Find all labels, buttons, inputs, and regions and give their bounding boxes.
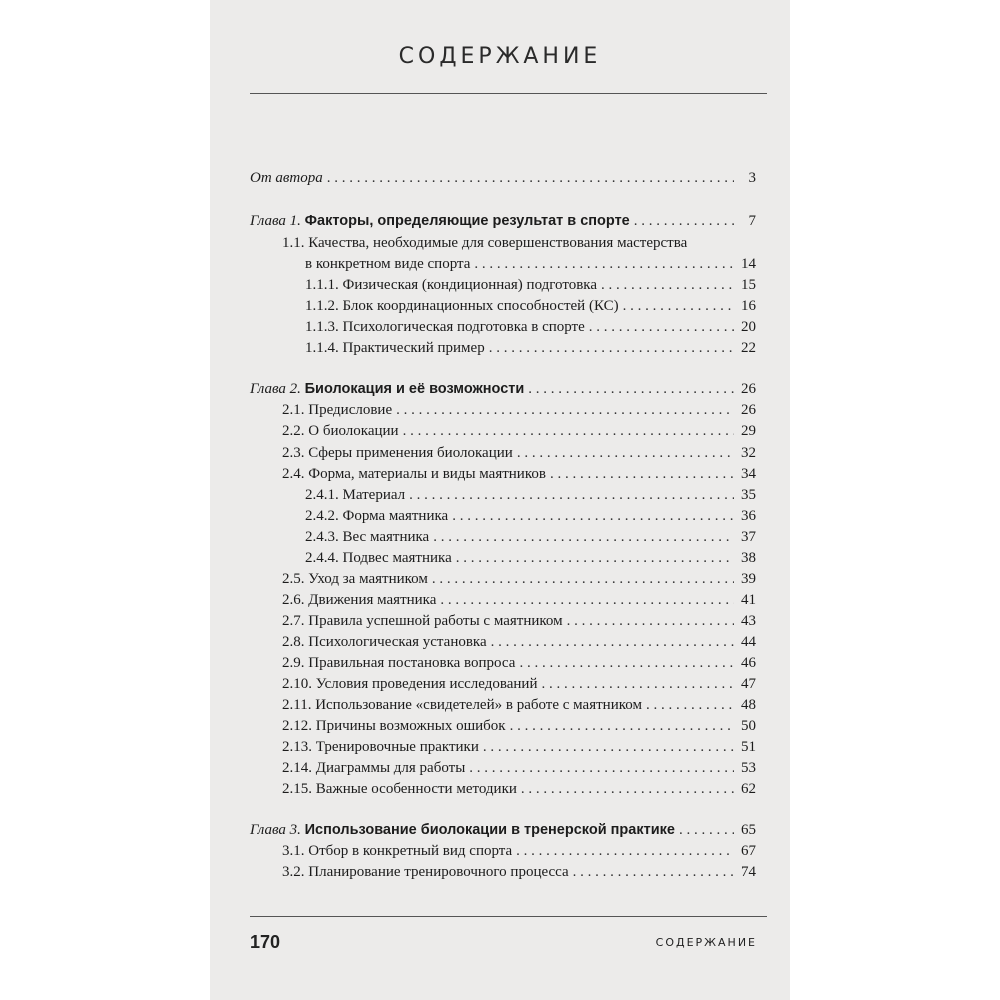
toc-entry-2-6[interactable] bbox=[282, 589, 756, 611]
dot-leader bbox=[528, 378, 734, 400]
toc-entry-2-10[interactable] bbox=[282, 673, 756, 695]
toc-page-number: 53 bbox=[741, 760, 756, 776]
toc-entry-title: 2.12. Причины возможных ошибок bbox=[282, 718, 506, 734]
toc-page-number: 14 bbox=[741, 256, 756, 272]
dot-leader bbox=[542, 673, 735, 695]
toc-entry-title bbox=[250, 819, 675, 841]
toc-page-number: 41 bbox=[741, 592, 756, 608]
toc-entry-title: 2.4. Форма, материалы и виды маятников bbox=[282, 466, 546, 482]
dot-leader bbox=[550, 463, 734, 485]
toc-entry-2-4-4[interactable] bbox=[305, 547, 756, 569]
toc-entry-1-1-2[interactable] bbox=[305, 295, 756, 317]
toc-entry-title: 2.5. Уход за маятником bbox=[282, 571, 428, 587]
toc-entry-1-1-1[interactable] bbox=[305, 274, 756, 296]
toc-page-number: 15 bbox=[741, 277, 756, 293]
dot-leader bbox=[409, 484, 734, 506]
toc-page-number: 46 bbox=[741, 655, 756, 671]
toc-entry-2-5[interactable] bbox=[282, 568, 756, 590]
toc-page-number: 43 bbox=[741, 613, 756, 629]
dot-leader bbox=[567, 610, 734, 632]
running-head: СОДЕРЖАНИЕ bbox=[655, 936, 757, 949]
toc-page-number: 48 bbox=[741, 697, 756, 713]
toc-page-number: 36 bbox=[741, 508, 756, 524]
toc-entry-title: в конкретном виде спорта bbox=[305, 256, 471, 272]
dot-leader bbox=[510, 715, 734, 737]
dot-leader bbox=[452, 505, 734, 527]
toc-page-number: 65 bbox=[741, 822, 756, 838]
toc-chapter-2[interactable] bbox=[250, 378, 756, 400]
chapter-label: Глава 3. bbox=[250, 822, 301, 838]
dot-leader bbox=[521, 778, 734, 800]
toc-entry-1-1[interactable] bbox=[282, 232, 756, 254]
toc-page-number: 20 bbox=[741, 319, 756, 335]
dot-leader bbox=[516, 840, 734, 862]
dot-leader bbox=[517, 442, 734, 464]
toc-entry-2-2[interactable] bbox=[282, 420, 756, 442]
toc-entry-title: 2.4.3. Вес маятника bbox=[305, 529, 430, 545]
dot-leader bbox=[646, 694, 734, 716]
toc-entry-title: 2.14. Диаграммы для работы bbox=[282, 760, 466, 776]
toc-entry-title: 1.1.4. Практический пример bbox=[305, 340, 485, 356]
toc-entry-2-9[interactable] bbox=[282, 652, 756, 674]
dot-leader bbox=[456, 547, 734, 569]
chapter-label: Глава 1. bbox=[250, 213, 301, 229]
book-page bbox=[210, 0, 790, 1000]
toc-entry-author[interactable] bbox=[250, 167, 756, 189]
toc-page-number: 35 bbox=[741, 487, 756, 503]
toc-entry-title: 2.4.2. Форма маятника bbox=[305, 508, 449, 524]
toc-entry-2-7[interactable] bbox=[282, 610, 756, 632]
toc-entry-2-1[interactable] bbox=[282, 399, 756, 421]
toc-entry-2-14[interactable] bbox=[282, 757, 756, 779]
page-title: СОДЕРЖАНИЕ bbox=[398, 44, 602, 69]
toc-page-number: 7 bbox=[748, 213, 756, 229]
dot-leader bbox=[634, 210, 734, 232]
toc-entry-2-8[interactable] bbox=[282, 631, 756, 653]
toc-entry-2-15[interactable] bbox=[282, 778, 756, 800]
toc-entry-3-1[interactable] bbox=[282, 840, 756, 862]
dot-leader bbox=[469, 757, 734, 779]
toc-entry-title: 1.1.3. Психологическая подготовка в спорте bbox=[305, 319, 585, 335]
toc-entry-1-1-4[interactable] bbox=[305, 337, 756, 359]
toc-entry-title: 2.11. Использование «свидетелей» в работе с маятником bbox=[282, 697, 642, 713]
toc-entry-2-12[interactable] bbox=[282, 715, 756, 737]
dot-leader bbox=[491, 631, 734, 653]
toc-page-number: 67 bbox=[741, 843, 756, 859]
toc-entry-2-4-3[interactable] bbox=[305, 526, 756, 548]
dot-leader bbox=[327, 167, 734, 189]
toc-entry-2-4[interactable] bbox=[282, 463, 756, 485]
chapter-label: Глава 2. bbox=[250, 381, 301, 397]
toc-page-number: 39 bbox=[741, 571, 756, 587]
toc-page-number: 3 bbox=[748, 170, 756, 186]
toc-page-number: 51 bbox=[741, 739, 756, 755]
toc-entry-title: 2.4.1. Материал bbox=[305, 487, 406, 503]
dot-leader bbox=[589, 316, 734, 338]
toc-entry-title bbox=[250, 378, 524, 400]
toc-page-number: 22 bbox=[741, 340, 756, 356]
toc-entry-title: 2.3. Сферы применения биолокации bbox=[282, 445, 513, 461]
toc-entry-title: 2.8. Психологическая установка bbox=[282, 634, 487, 650]
toc-page-number: 62 bbox=[741, 781, 756, 797]
footer-rule bbox=[250, 916, 767, 917]
toc-entry-title: 1.1.1. Физическая (кондиционная) подготовка bbox=[305, 277, 598, 293]
toc-page-number: 29 bbox=[741, 423, 756, 439]
dot-leader bbox=[519, 652, 734, 674]
toc-entry-2-13[interactable] bbox=[282, 736, 756, 758]
dot-leader bbox=[623, 295, 734, 317]
toc-entry-title: 2.4.4. Подвес маятника bbox=[305, 550, 452, 566]
dot-leader bbox=[474, 253, 734, 275]
toc-entry-title bbox=[250, 210, 630, 232]
toc-entry-2-3[interactable] bbox=[282, 442, 756, 464]
toc-entry-title: 1.1.2. Блок координационных способностей (КС) bbox=[305, 298, 619, 314]
dot-leader bbox=[573, 861, 734, 883]
toc-entry-title: 2.6. Движения маятника bbox=[282, 592, 437, 608]
toc-page-number: 74 bbox=[741, 864, 756, 880]
toc-entry-title: 1.1. Качества, необходимые для совершенствования мастерства bbox=[282, 235, 688, 251]
toc-entry-title: 3.2. Планирование тренировочного процесса bbox=[282, 864, 569, 880]
toc-entry-title: 2.10. Условия проведения исследований bbox=[282, 676, 538, 692]
toc-page-number: 47 bbox=[741, 676, 756, 692]
toc-page-number: 32 bbox=[741, 445, 756, 461]
toc-page-number: 34 bbox=[741, 466, 756, 482]
toc-entry-3-2[interactable] bbox=[282, 861, 756, 883]
dot-leader bbox=[440, 589, 734, 611]
toc-entry-title: 2.1. Предисловие bbox=[282, 402, 393, 418]
dot-leader bbox=[403, 420, 734, 442]
toc-page-number: 26 bbox=[741, 402, 756, 418]
toc-page-number: 44 bbox=[741, 634, 756, 650]
toc-entry-2-4-1[interactable] bbox=[305, 484, 756, 506]
dot-leader bbox=[396, 399, 734, 421]
dot-leader bbox=[483, 736, 734, 758]
toc-entry-title: 2.13. Тренировочные практики bbox=[282, 739, 479, 755]
toc-entry-1-1-cont[interactable] bbox=[305, 253, 756, 275]
toc-entry-title: От автора bbox=[250, 170, 323, 186]
chapter-name: Биолокация и её возможности bbox=[304, 381, 525, 397]
dot-leader bbox=[433, 526, 734, 548]
toc-page-number: 26 bbox=[741, 381, 756, 397]
table-of-contents bbox=[210, 0, 790, 1000]
toc-entry-title: 2.15. Важные особенности методики bbox=[282, 781, 517, 797]
page-number: 170 bbox=[250, 932, 281, 952]
toc-entry-title: 2.9. Правильная постановка вопроса bbox=[282, 655, 516, 671]
toc-entry-title: 2.2. О биолокации bbox=[282, 423, 399, 439]
toc-entry-2-4-2[interactable] bbox=[305, 505, 756, 527]
dot-leader bbox=[432, 568, 734, 590]
chapter-name: Использование биолокации в тренерской практике bbox=[304, 822, 675, 838]
toc-entry-title: 3.1. Отбор в конкретный вид спорта bbox=[282, 843, 513, 859]
toc-entry-title: 2.7. Правила успешной работы с маятником bbox=[282, 613, 563, 629]
toc-page-number: 50 bbox=[741, 718, 756, 734]
dot-leader bbox=[601, 274, 734, 296]
toc-page-number: 38 bbox=[741, 550, 756, 566]
toc-page-number: 16 bbox=[741, 298, 756, 314]
toc-entry-2-11[interactable] bbox=[282, 694, 756, 716]
chapter-name: Факторы, определяющие результат в спорте bbox=[304, 213, 630, 229]
toc-page-number: 37 bbox=[741, 529, 756, 545]
toc-chapter-3[interactable] bbox=[250, 819, 756, 841]
toc-entry-1-1-3[interactable] bbox=[305, 316, 756, 338]
dot-leader bbox=[489, 337, 734, 359]
dot-leader bbox=[679, 819, 734, 841]
toc-chapter-1[interactable] bbox=[250, 210, 756, 232]
